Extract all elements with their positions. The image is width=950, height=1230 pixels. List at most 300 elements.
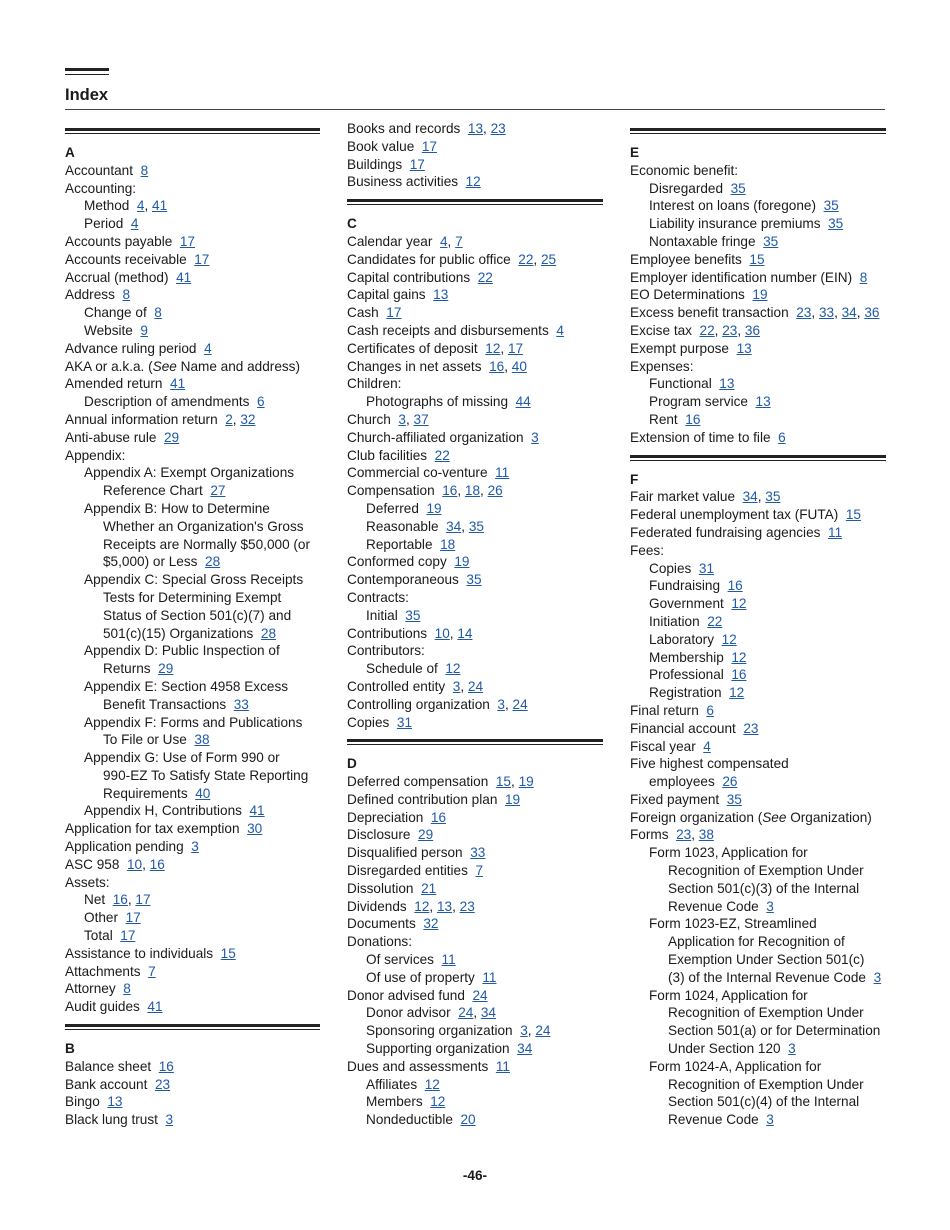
index-entry <box>65 980 320 998</box>
index-entry <box>347 951 603 969</box>
page-reference-link[interactable]: 4 <box>130 216 139 232</box>
index-term: employees <box>649 774 715 790</box>
page-reference-link[interactable]: 3 <box>766 898 774 914</box>
page-reference-link[interactable]: 6 <box>778 429 786 445</box>
index-term: Excess benefit transaction <box>630 305 789 321</box>
page-reference-link[interactable]: 14 <box>457 625 473 641</box>
page-reference-link[interactable]: 35 <box>763 233 779 249</box>
page-reference-link[interactable]: 13 <box>719 376 735 392</box>
index-term: Annual information return <box>65 411 218 427</box>
index-entry <box>347 844 603 862</box>
page-reference-link[interactable]: 3 <box>191 839 199 855</box>
index-term: Functional <box>649 376 712 392</box>
index-term: Dues and assessments <box>347 1058 489 1074</box>
index-term: Section 501(a) or for Determination <box>668 1023 881 1039</box>
page-reference-link[interactable]: 13 <box>433 287 449 303</box>
index-entry <box>65 553 320 571</box>
page-reference-link[interactable]: 3 <box>398 411 406 427</box>
index-term: Accounts payable <box>65 233 173 249</box>
page-reference-link[interactable]: 30 <box>247 821 263 837</box>
page-reference-link[interactable]: 35 <box>765 489 781 505</box>
index-entry <box>65 375 320 393</box>
page-reference-link[interactable]: 40 <box>195 785 211 801</box>
page-reference-link[interactable]: 23 <box>459 898 475 914</box>
page-reference-link[interactable]: 41 <box>152 198 168 214</box>
page-reference-link[interactable]: 29 <box>164 429 180 445</box>
page-reference-link[interactable]: 9 <box>140 322 148 338</box>
page-reference-link[interactable]: 22 <box>707 613 723 629</box>
page-reference-link[interactable]: 6 <box>257 394 265 410</box>
page-reference-link[interactable]: 41 <box>176 269 192 285</box>
index-term: 990-EZ To Satisfy State Reporting <box>103 767 309 783</box>
index-entry <box>65 1111 320 1129</box>
page-reference-link[interactable]: 16 <box>685 411 701 427</box>
page-reference-link[interactable]: 3 <box>788 1041 796 1057</box>
page-reference-link[interactable]: 38 <box>194 732 210 748</box>
page-reference-link[interactable]: 8 <box>859 269 868 285</box>
page-reference-link[interactable]: 13 <box>736 340 752 356</box>
page-reference-link[interactable]: 24 <box>458 1005 474 1021</box>
page-reference-link[interactable]: 35 <box>405 607 421 623</box>
page-reference-link[interactable]: 16 <box>112 892 128 908</box>
index-entry <box>65 1093 320 1111</box>
page-reference-link[interactable]: 35 <box>466 572 482 588</box>
index-entry <box>65 322 320 340</box>
page-reference-link[interactable]: 17 <box>409 156 425 172</box>
index-term: Application for tax exemption <box>65 821 240 837</box>
index-entry <box>347 173 603 191</box>
index-term: Employee benefits <box>630 251 742 267</box>
page-reference-link[interactable]: 3 <box>165 1112 174 1128</box>
page-reference-link[interactable]: 29 <box>158 661 174 677</box>
page-reference-link[interactable]: 12 <box>731 649 747 665</box>
index-entry: Compensation 16, 18, 26 <box>347 483 503 499</box>
index-term: Excise tax <box>630 322 692 338</box>
index-term: Section 501(c)(4) of the Internal <box>668 1094 860 1110</box>
index-term: Website <box>84 322 133 338</box>
index-entry <box>347 791 603 809</box>
index-term: Form 1023-EZ, Streamlined <box>649 916 817 932</box>
index-term: Cash <box>347 305 379 321</box>
page-reference-link[interactable]: 17 <box>120 928 136 944</box>
page-reference-link[interactable]: 15 <box>495 774 511 790</box>
index-entry: Sponsoring organization 3, 24 <box>366 1023 551 1039</box>
index-term: Extension of time to file <box>630 429 771 445</box>
index-entry <box>65 304 320 322</box>
page-reference-link[interactable]: 8 <box>123 981 131 997</box>
index-entry <box>347 714 603 732</box>
page-reference-link[interactable]: 12 <box>465 174 481 190</box>
page-reference-link[interactable]: 16 <box>489 358 505 374</box>
page-reference-link[interactable]: 27 <box>210 483 226 499</box>
page-title: Index <box>65 86 109 104</box>
index-entry <box>630 411 886 429</box>
page-reference-link[interactable]: 12 <box>445 661 461 677</box>
index-term: Buildings <box>347 156 403 172</box>
index-entry: Books and records 13, 23 <box>347 121 506 136</box>
page-reference-link[interactable]: 16 <box>430 809 447 825</box>
index-entry <box>347 322 603 340</box>
index-entry <box>347 933 603 951</box>
index-term: Tests for Determining Exempt <box>103 589 282 605</box>
page-reference-link[interactable]: 11 <box>441 952 456 968</box>
index-term: Revenue Code <box>668 898 759 914</box>
page-reference-link[interactable]: 19 <box>752 287 768 303</box>
index-term: Receipts are Normally $50,000 (or <box>103 536 311 552</box>
page-reference-link[interactable]: 19 <box>426 500 442 516</box>
index-entry <box>65 215 320 233</box>
index-term: Disregarded <box>649 180 724 196</box>
index-entry <box>347 589 603 607</box>
index-term: Fair market value <box>630 489 736 505</box>
page-reference-link[interactable]: 40 <box>511 358 527 374</box>
page-reference-link[interactable]: 35 <box>823 198 839 214</box>
page-reference-link[interactable]: 33 <box>470 845 486 861</box>
index-term: Expenses: <box>630 358 694 374</box>
page-reference-link[interactable]: 4 <box>556 322 564 338</box>
page-reference-link[interactable]: 13 <box>107 1094 123 1110</box>
index-entry <box>630 862 886 880</box>
index-entry <box>65 785 320 803</box>
index-term: Professional <box>649 667 724 683</box>
page-reference-link[interactable]: 23 <box>676 827 692 843</box>
page-reference-link[interactable]: 17 <box>179 233 195 249</box>
index-entry <box>65 536 320 554</box>
index-entry: Changes in net assets 16, 40 <box>347 358 527 374</box>
index-term: Fundraising <box>649 578 721 594</box>
page-reference-link[interactable]: 11 <box>828 524 843 540</box>
page-reference-link[interactable]: 4 <box>439 233 448 249</box>
index-entry <box>630 684 886 702</box>
index-term: Cash receipts and disbursements <box>347 322 549 338</box>
index-term: Whether an Organization's Gross <box>103 518 304 534</box>
index-term: Initiation <box>649 613 700 629</box>
page-reference-link[interactable]: 15 <box>220 945 236 961</box>
page-reference-link[interactable]: 2 <box>225 411 233 427</box>
index-entry <box>630 577 886 595</box>
page-reference-link[interactable]: 15 <box>749 251 765 267</box>
index-entry <box>630 987 886 1005</box>
index-term: Method <box>84 198 130 214</box>
page-reference-link[interactable]: 4 <box>204 340 212 356</box>
page-reference-link[interactable]: 31 <box>698 560 715 576</box>
page-reference-link[interactable]: 18 <box>464 483 481 499</box>
index-term: Registration <box>649 685 722 701</box>
index-entry <box>65 162 320 180</box>
page-reference-link[interactable]: 11 <box>495 1058 510 1074</box>
page-reference-link[interactable]: 41 <box>170 376 186 392</box>
index-entry <box>630 1022 886 1040</box>
index-term: Calendar year <box>347 233 433 249</box>
page-reference-link[interactable]: 17 <box>421 138 437 154</box>
page-reference-link[interactable]: 24 <box>512 696 528 712</box>
index-term: Other <box>84 910 118 926</box>
index-entry <box>630 631 886 649</box>
page-reference-link[interactable]: 7 <box>148 963 156 979</box>
index-entry <box>65 180 320 198</box>
page-reference-link[interactable]: 23 <box>490 121 506 136</box>
page-reference-link[interactable]: 35 <box>726 791 742 807</box>
page-reference-link[interactable]: 3 <box>497 696 505 712</box>
index-entry: Donor advisor 24, 34 <box>366 1005 496 1021</box>
index-entry <box>347 269 603 287</box>
top-decorative-bar-thin <box>65 74 109 75</box>
index-entry <box>630 1111 886 1129</box>
index-term: Application for Recognition of <box>668 934 845 950</box>
index-entry <box>630 1093 886 1111</box>
index-entry: Excise tax 22, 23, 36 <box>630 322 761 338</box>
index-entry: Reasonable 34, 35 <box>366 518 484 534</box>
index-entry <box>347 969 603 987</box>
page-reference-link[interactable]: 22 <box>699 322 715 338</box>
page-reference-link[interactable]: 22 <box>477 269 493 285</box>
page-reference-link[interactable]: 12 <box>430 1094 446 1110</box>
page-reference-link[interactable]: 19 <box>518 774 534 790</box>
index-term: Controlled entity <box>347 678 446 694</box>
page-reference-link[interactable]: 12 <box>721 631 737 647</box>
page-reference-link[interactable]: 35 <box>730 180 746 196</box>
page-reference-link[interactable]: 26 <box>487 483 503 499</box>
index-term: Attorney <box>65 981 116 997</box>
page-reference-link[interactable]: 34 <box>841 305 857 321</box>
index-entry <box>65 927 320 945</box>
page-reference-link[interactable]: 21 <box>421 880 437 896</box>
index-entry <box>65 518 320 536</box>
page-reference-link[interactable]: 35 <box>468 518 484 534</box>
index-entry <box>65 393 320 411</box>
index-entry <box>630 542 886 560</box>
index-entry <box>347 1111 603 1129</box>
index-entry <box>347 987 603 1005</box>
page-reference-link[interactable]: 33 <box>233 696 249 712</box>
page-reference-link[interactable]: 6 <box>706 702 714 718</box>
page-reference-link[interactable]: 34 <box>480 1005 496 1021</box>
page-reference-link[interactable]: 28 <box>260 625 277 641</box>
index-term: Liability insurance premiums <box>649 216 821 232</box>
page-reference-link[interactable]: 3 <box>520 1023 528 1039</box>
page-reference-link[interactable]: 26 <box>722 774 738 790</box>
index-term: Donor advisor <box>366 1005 451 1021</box>
page-reference-link[interactable]: 34 <box>742 489 758 505</box>
page-reference-link[interactable]: 19 <box>454 554 470 570</box>
index-term: Exemption Under Section 501(c) <box>668 952 865 968</box>
page-reference-link[interactable]: 3 <box>531 429 539 445</box>
index-term: Of use of property <box>366 969 475 985</box>
page-reference-link[interactable]: 18 <box>440 536 456 552</box>
index-term: Revenue Code <box>668 1112 759 1128</box>
page-reference-link[interactable]: 8 <box>140 162 149 178</box>
page-number: -46- <box>462 1168 488 1183</box>
index-column-1 <box>65 120 320 1129</box>
index-term: Anti-abuse rule <box>65 429 157 445</box>
page-reference-link[interactable]: 41 <box>147 999 163 1015</box>
index-term: Affiliates <box>366 1076 418 1092</box>
page-reference-link[interactable]: 29 <box>418 827 434 843</box>
page-reference-link[interactable]: 24 <box>467 678 484 694</box>
index-entry <box>65 1058 320 1076</box>
page-reference-link[interactable]: 8 <box>154 305 162 321</box>
index-entry <box>630 595 886 613</box>
page-reference-link[interactable]: 28 <box>205 554 221 570</box>
index-entry <box>630 162 886 180</box>
index-entry <box>347 826 603 844</box>
page-reference-link[interactable]: 31 <box>396 714 413 730</box>
page-reference-link[interactable]: 7 <box>475 863 484 879</box>
page-reference-link[interactable]: 23 <box>796 305 812 321</box>
section-letter: E <box>630 145 640 160</box>
page-reference-link[interactable]: 12 <box>414 898 430 914</box>
index-column-2 <box>347 120 603 1129</box>
index-entry <box>65 998 320 1016</box>
index-entry <box>630 649 886 667</box>
page-reference-link[interactable]: 12 <box>731 596 747 612</box>
index-entry <box>630 506 886 524</box>
page-reference-link[interactable]: 11 <box>495 465 510 481</box>
index-entry <box>630 613 886 631</box>
index-entry <box>347 304 603 322</box>
page-reference-link[interactable]: 8 <box>122 287 130 303</box>
index-term: Defined contribution plan <box>347 791 498 807</box>
page-reference-link[interactable]: 38 <box>698 827 714 843</box>
section-rule <box>65 128 320 134</box>
page-reference-link[interactable]: 16 <box>731 667 747 683</box>
index-term: Supporting organization <box>366 1041 510 1057</box>
index-term: Status of Section 501(c)(7) and <box>103 607 292 623</box>
page-reference-link[interactable]: 17 <box>386 305 402 321</box>
index-term: Sponsoring organization <box>366 1023 513 1039</box>
index-entry <box>65 749 320 767</box>
page-reference-link[interactable]: 16 <box>149 856 165 872</box>
index-entry <box>65 660 320 678</box>
page-reference-link[interactable]: 3 <box>873 969 882 985</box>
index-entry <box>630 215 886 233</box>
index-entry <box>630 197 886 215</box>
page-reference-link[interactable]: 10 <box>434 625 450 641</box>
page-reference-link[interactable]: 12 <box>729 685 745 701</box>
page-reference-link[interactable]: 36 <box>744 322 761 338</box>
index-term: Club facilities <box>347 447 428 463</box>
index-entry <box>347 862 603 880</box>
page-reference-link[interactable]: 11 <box>482 969 497 985</box>
index-entry: Candidates for public office 22, 25 <box>347 251 557 267</box>
page-reference-link[interactable]: 22 <box>434 447 450 463</box>
section-rule <box>65 1024 320 1030</box>
page-reference-link[interactable]: 24 <box>535 1023 551 1039</box>
page-reference-link[interactable]: 7 <box>455 233 463 249</box>
page-reference-link[interactable]: 33 <box>818 305 835 321</box>
page-reference-link[interactable]: 4 <box>136 198 145 214</box>
index-term: Photographs of missing <box>366 394 509 410</box>
index-term: Bank account <box>65 1076 148 1092</box>
index-entry <box>630 233 886 251</box>
index-entry <box>65 696 320 714</box>
page-reference-link[interactable]: 32 <box>423 916 439 932</box>
index-entry <box>65 802 320 820</box>
index-term: Advance ruling period <box>65 340 197 356</box>
section-rule <box>630 128 886 134</box>
index-term: Application pending <box>65 839 184 855</box>
page-reference-link[interactable]: 25 <box>540 251 557 267</box>
page-reference-link[interactable]: 16 <box>158 1058 174 1074</box>
index-entry <box>347 880 603 898</box>
page-reference-link[interactable]: 17 <box>125 910 141 926</box>
index-term: Bingo <box>65 1094 100 1110</box>
index-entry <box>65 1076 320 1094</box>
index-term: Rent <box>649 411 678 427</box>
index-entry <box>65 945 320 963</box>
index-entry: Method 4, 41 <box>84 198 168 214</box>
page-reference-link[interactable]: 20 <box>460 1112 476 1128</box>
page-reference-link[interactable]: 3 <box>452 678 461 694</box>
index-entry <box>65 482 320 500</box>
top-decorative-bar <box>65 68 109 71</box>
index-entry <box>630 702 886 720</box>
page-reference-link[interactable]: 37 <box>413 411 429 427</box>
page-reference-link[interactable]: 13 <box>436 898 453 914</box>
page-reference-link[interactable]: 12 <box>485 340 501 356</box>
page-reference-link[interactable]: 36 <box>864 305 880 321</box>
page-reference-link[interactable]: 3 <box>766 1112 774 1128</box>
index-entry <box>65 340 320 358</box>
index-term: (3) of the Internal Revenue Code <box>668 969 866 985</box>
index-entry <box>65 607 320 625</box>
index-term: Economic benefit: <box>630 162 739 178</box>
page-reference-link[interactable]: 17 <box>135 892 151 908</box>
index-entry <box>65 731 320 749</box>
page-reference-link[interactable]: 4 <box>703 738 711 754</box>
index-entry <box>630 969 886 987</box>
page-reference-link[interactable]: 41 <box>249 803 265 819</box>
index-entry <box>347 607 603 625</box>
index-column-3 <box>630 120 886 1129</box>
page-reference-link[interactable]: 32 <box>240 411 256 427</box>
index-entry <box>65 447 320 465</box>
index-entry <box>630 880 886 898</box>
page-reference-link[interactable]: 44 <box>515 394 531 410</box>
page-reference-link[interactable]: 22 <box>518 251 534 267</box>
index-term: Deferred <box>366 500 419 516</box>
page-reference-link[interactable]: 23 <box>154 1076 171 1092</box>
index-entry <box>630 251 886 269</box>
page-reference-link[interactable]: 16 <box>442 483 458 499</box>
page-reference-link[interactable]: 12 <box>424 1076 440 1092</box>
index-entry <box>65 571 320 589</box>
index-term: Disregarded entities <box>347 863 468 879</box>
index-term: Dividends <box>347 898 407 914</box>
page-reference-link[interactable]: 16 <box>727 578 743 594</box>
page-reference-link[interactable]: 24 <box>472 987 488 1003</box>
page-reference-link[interactable]: 19 <box>504 791 521 807</box>
page-reference-link[interactable]: 35 <box>828 216 844 232</box>
page-reference-link[interactable]: 13 <box>755 394 771 410</box>
page-reference-link[interactable]: 17 <box>507 340 524 356</box>
page-reference-link[interactable]: 13 <box>467 121 484 136</box>
page-reference-link[interactable]: 15 <box>845 507 861 523</box>
index-term: Description of amendments <box>84 394 250 410</box>
index-term: Certificates of deposit <box>347 340 478 356</box>
index-entry: Church 3, 37 <box>347 411 429 427</box>
page-reference-link[interactable]: 23 <box>743 720 759 736</box>
page-reference-link[interactable]: 23 <box>722 322 738 338</box>
page-reference-link[interactable]: 34 <box>446 518 462 534</box>
index-entry <box>630 809 886 827</box>
index-entry <box>65 874 320 892</box>
page-reference-link[interactable]: 10 <box>126 856 143 872</box>
page-reference-link[interactable]: 17 <box>194 251 210 267</box>
index-entry: Controlling organization 3, 24 <box>347 696 528 712</box>
index-entry <box>65 678 320 696</box>
page-reference-link[interactable]: 34 <box>517 1041 533 1057</box>
